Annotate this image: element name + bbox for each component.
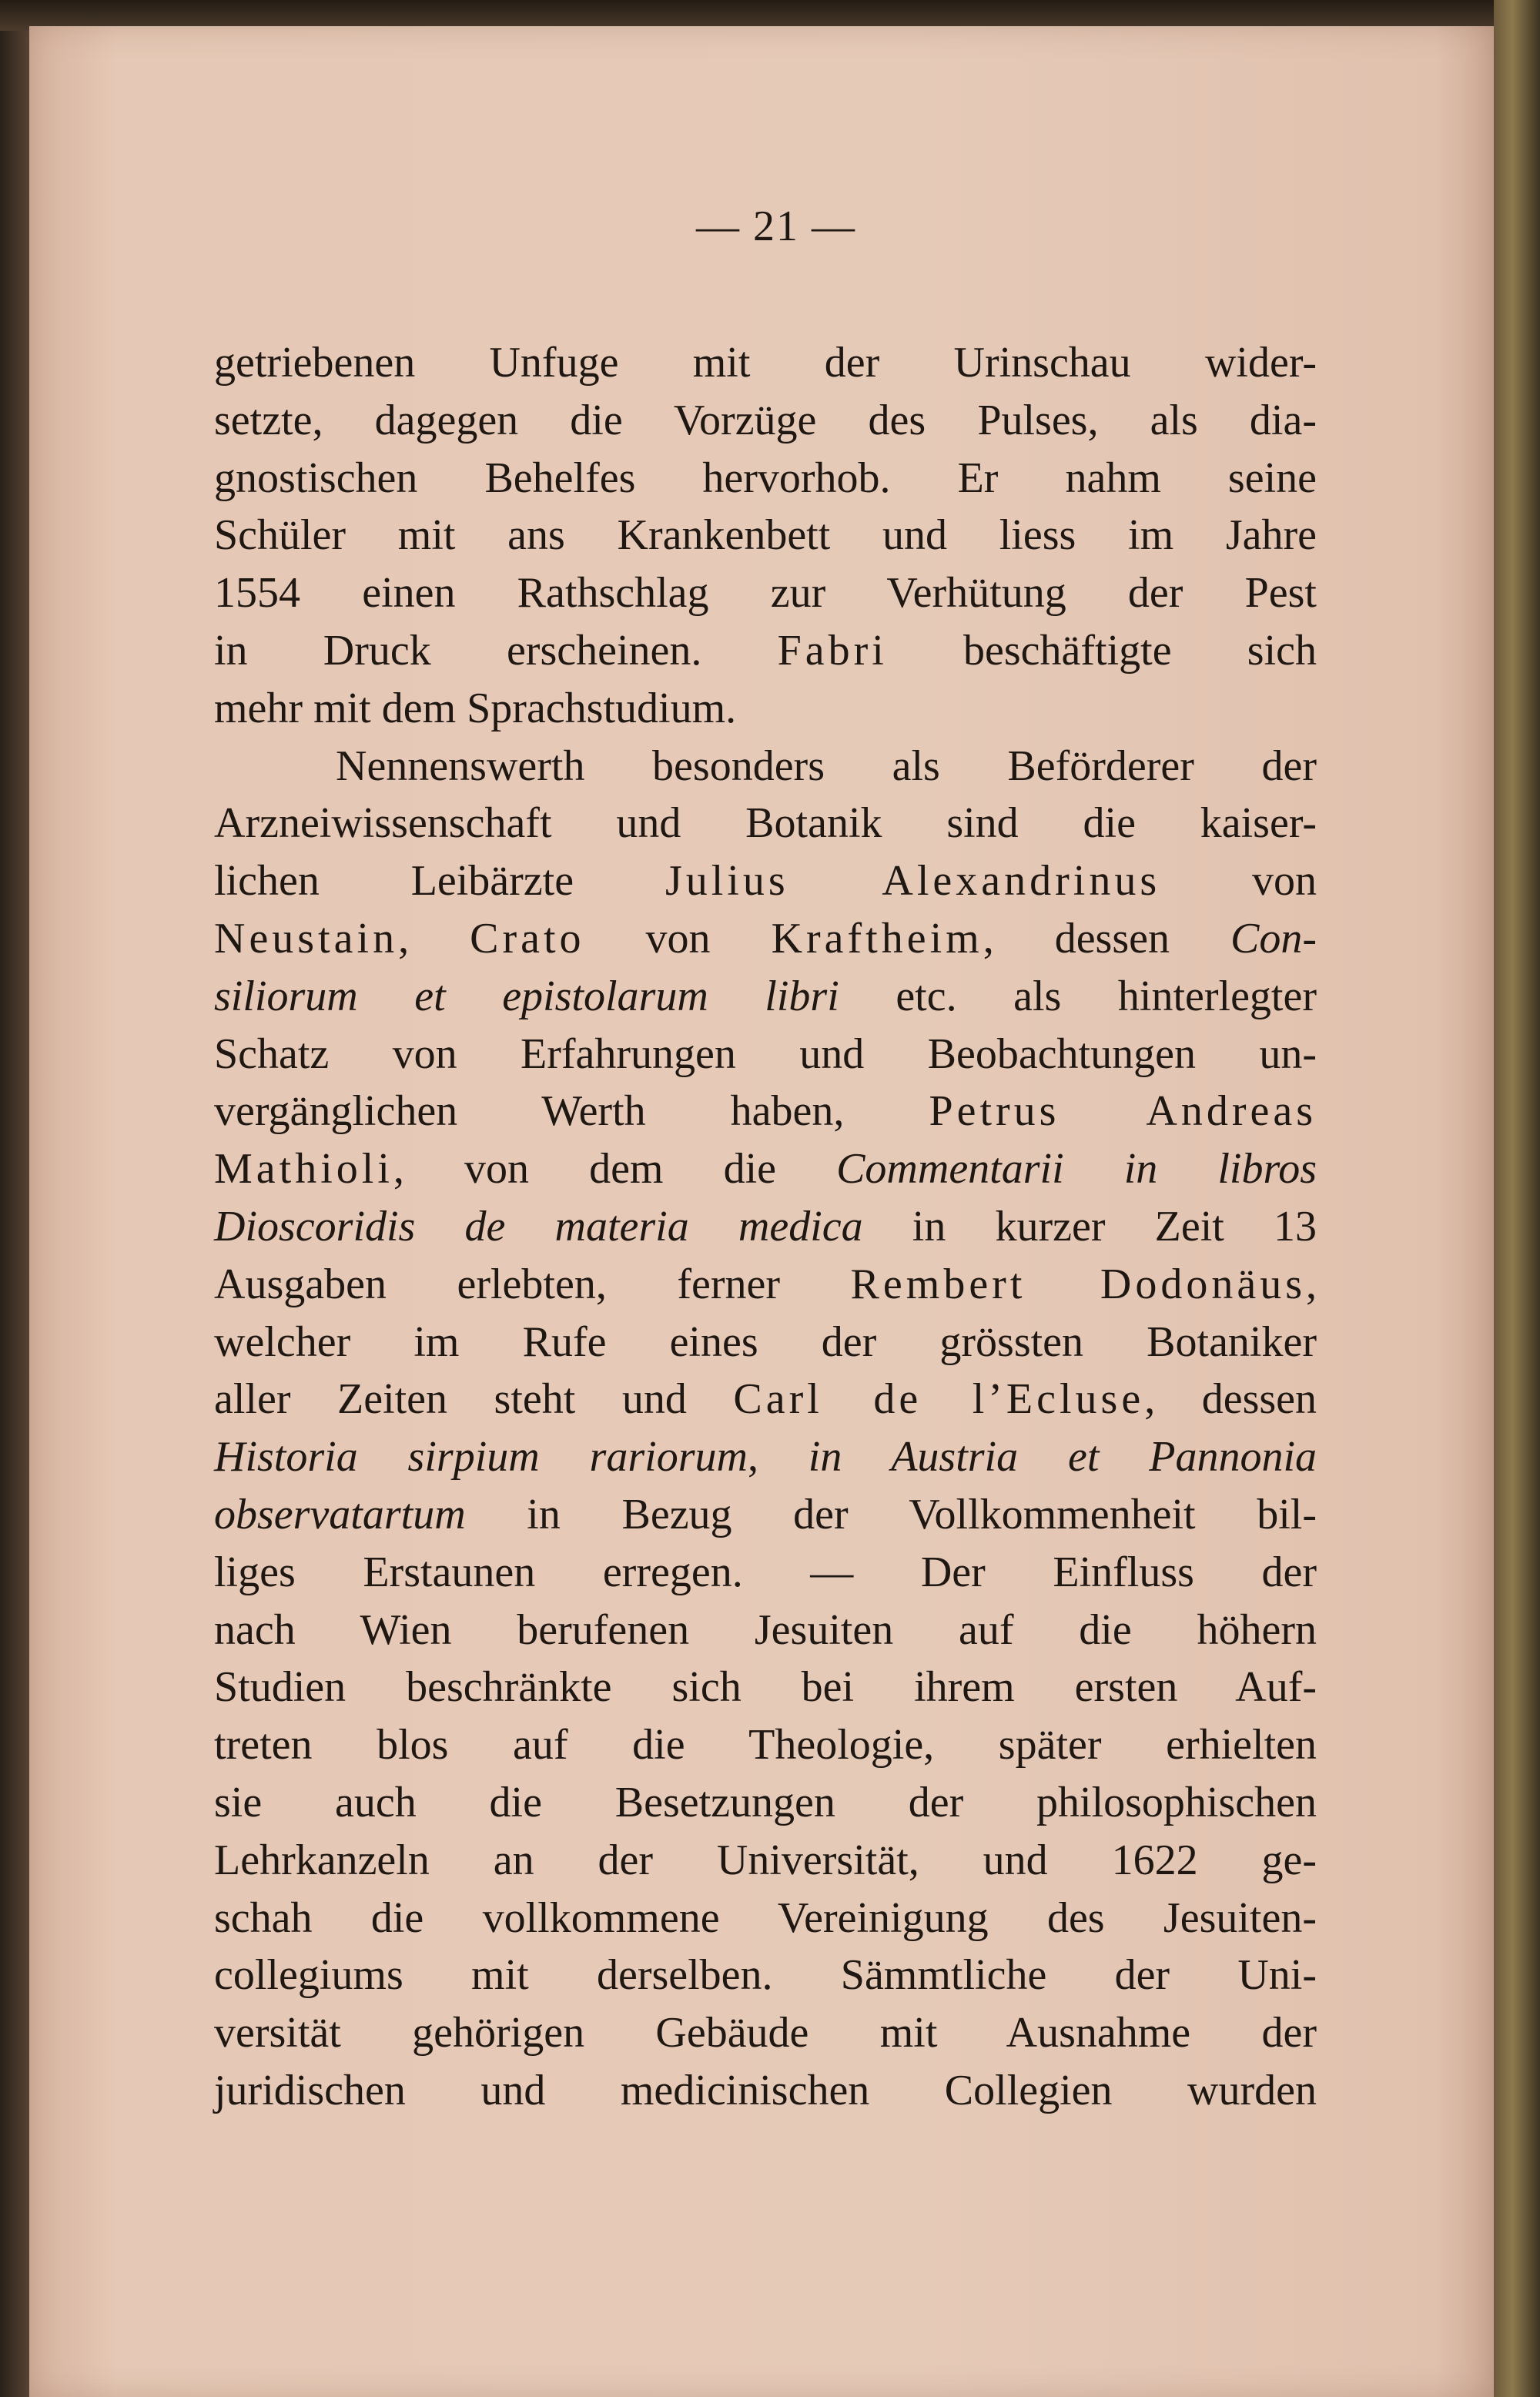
text-line bbox=[214, 450, 1317, 507]
text-line bbox=[214, 680, 1317, 738]
text-line bbox=[214, 1716, 1317, 1774]
text-line bbox=[214, 1256, 1317, 1314]
text-segment: Nennenswerth besonders als Beförderer der bbox=[336, 742, 1317, 790]
spaced-name: Neustain bbox=[214, 914, 399, 962]
italic-text: Con- bbox=[1230, 914, 1317, 962]
text-segment: lichen Leibärzte bbox=[214, 857, 665, 906]
text-line bbox=[214, 1544, 1317, 1602]
text-segment: juridischen und medicinischen Collegien wurden bbox=[214, 2066, 1317, 2114]
text-line bbox=[214, 564, 1317, 622]
text-line bbox=[214, 795, 1317, 852]
text-segment: aller Zeiten steht und bbox=[214, 1375, 734, 1424]
text-segment: , dessen bbox=[1144, 1375, 1317, 1424]
text-segment: in Bezug der Vollkommenheit bil- bbox=[465, 1490, 1317, 1538]
text-segment: Schüler mit ans Krankenbett und liess im Jahre bbox=[214, 511, 1317, 560]
text-segment: , dessen bbox=[983, 914, 1231, 962]
text-line bbox=[214, 968, 1317, 1026]
text-segment: Ausgaben erlebten, ferner bbox=[214, 1260, 851, 1308]
text-line bbox=[214, 1486, 1317, 1544]
text-line bbox=[214, 1947, 1317, 2004]
text-segment: setzte, dagegen die Vorzüge des Pulses, als dia- bbox=[214, 396, 1317, 444]
text-line bbox=[214, 1198, 1317, 1256]
text-line bbox=[214, 1314, 1317, 1371]
text-segment: sie auch die Besetzungen der philosophischen bbox=[214, 1778, 1317, 1826]
italic-text: Commentarii in libros bbox=[836, 1145, 1317, 1193]
text-segment: getriebenen Unfuge mit der Urinschau wider- bbox=[214, 339, 1317, 387]
text-line bbox=[214, 334, 1317, 392]
text-segment: versität gehörigen Gebäude mit Ausnahme der bbox=[214, 2009, 1317, 2057]
book-edge-right bbox=[1494, 0, 1540, 2397]
text-line bbox=[214, 622, 1317, 680]
italic-text: in Austria et Pannonia bbox=[808, 1433, 1317, 1481]
text-line bbox=[214, 1774, 1317, 1832]
spaced-name: Julius Alexandrinus bbox=[665, 857, 1161, 906]
text-segment: in kurzer Zeit 13 bbox=[862, 1202, 1317, 1250]
text-segment: nach Wien berufenen Jesuiten auf die höhern bbox=[214, 1605, 1317, 1654]
text-line bbox=[214, 1659, 1317, 1716]
book-page bbox=[29, 26, 1494, 2397]
body-text bbox=[214, 334, 1317, 2120]
page-number: — 21 — bbox=[696, 203, 856, 250]
text-segment: von bbox=[584, 914, 772, 962]
text-segment: vergänglichen Werth haben, bbox=[214, 1087, 929, 1136]
spaced-name: Petrus Andreas bbox=[929, 1087, 1317, 1136]
text-segment: 1554 einen Rathschlag zur Verhütung der Pest bbox=[214, 569, 1317, 618]
spaced-name: Carl de l’Ecluse bbox=[733, 1375, 1145, 1424]
text-line bbox=[214, 1602, 1317, 1659]
text-line bbox=[214, 1140, 1317, 1198]
text-line bbox=[214, 852, 1317, 910]
text-line bbox=[214, 738, 1317, 795]
text-line bbox=[214, 2062, 1317, 2120]
text-line bbox=[214, 910, 1317, 968]
text-line bbox=[214, 507, 1317, 564]
text-line bbox=[214, 1026, 1317, 1083]
text-line bbox=[214, 1428, 1317, 1486]
text-line bbox=[214, 392, 1317, 450]
book-binding-left bbox=[0, 0, 32, 2397]
text-segment: gnostischen Behelfes hervorhob. Er nahm seine bbox=[214, 454, 1317, 502]
italic-text: Dioscoridis de materia medica bbox=[214, 1202, 863, 1250]
text-segment: , bbox=[1306, 1260, 1317, 1308]
spaced-name: Fabri bbox=[777, 626, 888, 675]
text-line bbox=[214, 1890, 1317, 1947]
spaced-name: Rembert Dodonäus bbox=[850, 1260, 1306, 1308]
text-segment: , bbox=[398, 914, 470, 962]
text-line bbox=[214, 1083, 1317, 1140]
text-line bbox=[214, 1832, 1317, 1890]
text-segment: mehr mit dem Sprachstudium. bbox=[214, 684, 737, 732]
italic-text: observatartum bbox=[214, 1490, 466, 1538]
text-segment: , von dem die bbox=[393, 1145, 837, 1193]
text-segment: liges Erstaunen erregen. — Der Einfluss der bbox=[214, 1548, 1317, 1596]
text-segment: beschäftigte sich bbox=[887, 626, 1317, 675]
text-segment: schah die vollkommene Vereinigung des Jesuiten- bbox=[214, 1893, 1317, 1942]
text-segment: Studien beschränkte sich bei ihrem ersten Auf- bbox=[214, 1663, 1317, 1712]
text-line bbox=[214, 2004, 1317, 2062]
text-segment: welcher im Rufe eines der grössten Botaniker bbox=[214, 1317, 1317, 1366]
text-segment: etc. als hinterlegter bbox=[839, 972, 1317, 1020]
text-segment: Lehrkanzeln an der Universität, und 1622 ge- bbox=[214, 1836, 1317, 1884]
text-segment: von bbox=[1160, 857, 1317, 906]
text-segment: Schatz von Erfahrungen und Beobachtungen un- bbox=[214, 1029, 1317, 1078]
text-segment: Arzneiwissenschaft und Botanik sind die kaiser- bbox=[214, 799, 1317, 848]
italic-text: Historia sirpium rariorum bbox=[214, 1433, 748, 1481]
text-segment: , bbox=[747, 1433, 808, 1481]
spaced-name: Crato bbox=[470, 914, 585, 962]
text-segment: in Druck erscheinen. bbox=[214, 626, 778, 675]
italic-text: siliorum et epistolarum libri bbox=[214, 972, 839, 1020]
text-segment: treten blos auf die Theologie, später erhielten bbox=[214, 1721, 1317, 1769]
text-segment: collegiums mit derselben. Sämmtliche der Uni- bbox=[214, 1951, 1317, 2000]
spaced-name: Mathioli bbox=[214, 1145, 393, 1193]
spaced-name: Kraftheim bbox=[771, 914, 983, 962]
text-line bbox=[214, 1371, 1317, 1428]
